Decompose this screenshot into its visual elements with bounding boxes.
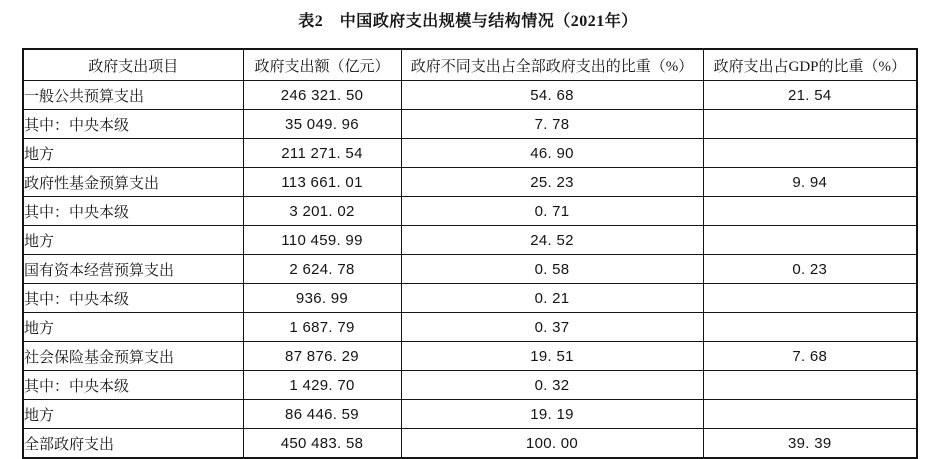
amount-value: 86 446. 59 (243, 400, 401, 429)
table-row (23, 429, 917, 459)
gdp-share-value: 21. 54 (703, 81, 917, 110)
table-row (23, 313, 917, 342)
row-label: 政府性基金预算支出 (23, 168, 243, 197)
row-label: 地方 (23, 139, 243, 168)
table-row (23, 139, 917, 168)
amount-value: 113 661. 01 (243, 168, 401, 197)
amount-value: 936. 99 (243, 284, 401, 313)
gdp-share-value (703, 139, 917, 168)
row-label: 其中：中央本级 (23, 371, 243, 400)
table-row (23, 197, 917, 226)
row-label: 地方 (23, 226, 243, 255)
table-row (23, 284, 917, 313)
share-value: 54. 68 (401, 81, 703, 110)
table-body (23, 81, 917, 459)
row-label: 一般公共预算支出 (23, 81, 243, 110)
share-value: 0. 37 (401, 313, 703, 342)
amount-value: 110 459. 99 (243, 226, 401, 255)
header-expenditure-amount: 政府支出额（亿元） (243, 49, 401, 81)
amount-value: 1 429. 70 (243, 371, 401, 400)
table-row (23, 255, 917, 284)
gdp-share-value (703, 284, 917, 313)
row-label: 国有资本经营预算支出 (23, 255, 243, 284)
table-row (23, 226, 917, 255)
header-expenditure-item: 政府支出项目 (23, 49, 243, 81)
share-value: 19. 19 (401, 400, 703, 429)
gdp-share-value (703, 371, 917, 400)
table-row (23, 81, 917, 110)
share-value: 19. 51 (401, 342, 703, 371)
amount-value: 1 687. 79 (243, 313, 401, 342)
header-share-of-gdp: 政府支出占GDP的比重（%） (703, 49, 917, 81)
government-expenditure-table (22, 48, 918, 459)
amount-value: 2 624. 78 (243, 255, 401, 284)
header-share-of-total: 政府不同支出占全部政府支出的比重（%） (401, 49, 703, 81)
amount-value: 3 201. 02 (243, 197, 401, 226)
row-label: 其中：中央本级 (23, 284, 243, 313)
table-row (23, 371, 917, 400)
share-value: 100. 00 (401, 429, 703, 459)
table-row (23, 110, 917, 139)
gdp-share-value: 39. 39 (703, 429, 917, 459)
row-label: 社会保险基金预算支出 (23, 342, 243, 371)
gdp-share-value (703, 400, 917, 429)
share-value: 7. 78 (401, 110, 703, 139)
share-value: 0. 21 (401, 284, 703, 313)
row-label: 全部政府支出 (23, 429, 243, 459)
amount-value: 246 321. 50 (243, 81, 401, 110)
share-value: 0. 71 (401, 197, 703, 226)
table-row (23, 400, 917, 429)
share-value: 0. 32 (401, 371, 703, 400)
header-row (23, 49, 917, 81)
table-title: 表2 中国政府支出规模与结构情况（2021年） (298, 13, 638, 30)
amount-value: 35 049. 96 (243, 110, 401, 139)
amount-value: 450 483. 58 (243, 429, 401, 459)
table-row (23, 168, 917, 197)
share-value: 24. 52 (401, 226, 703, 255)
table-header (23, 49, 917, 81)
amount-value: 211 271. 54 (243, 139, 401, 168)
gdp-share-value (703, 226, 917, 255)
gdp-share-value (703, 197, 917, 226)
gdp-share-value (703, 313, 917, 342)
gdp-share-value (703, 110, 917, 139)
share-value: 46. 90 (401, 139, 703, 168)
row-label: 地方 (23, 313, 243, 342)
table-row (23, 342, 917, 371)
gdp-share-value: 0. 23 (703, 255, 917, 284)
row-label: 地方 (23, 400, 243, 429)
gdp-share-value: 9. 94 (703, 168, 917, 197)
gdp-share-value: 7. 68 (703, 342, 917, 371)
row-label: 其中：中央本级 (23, 110, 243, 139)
share-value: 0. 58 (401, 255, 703, 284)
amount-value: 87 876. 29 (243, 342, 401, 371)
row-label: 其中：中央本级 (23, 197, 243, 226)
share-value: 25. 23 (401, 168, 703, 197)
